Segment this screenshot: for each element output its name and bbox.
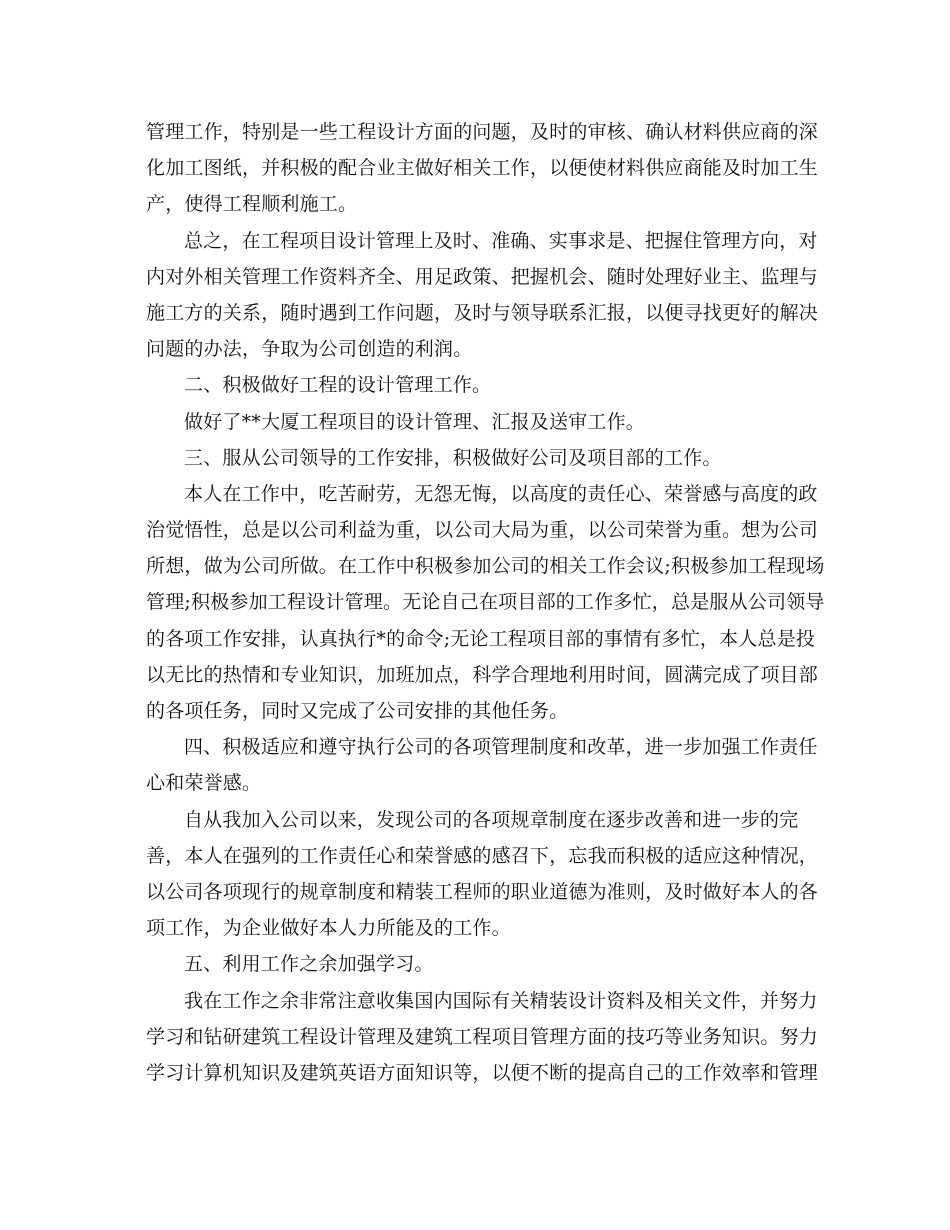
paragraph-start-line: 自从我加入公司以来，发现公司的各项规章制度在逐步改善和进一步的完 xyxy=(184,808,799,831)
text-line: 善，本人在强列的工作责任心和荣誉感的感召下，忘我而积极的适应这种情况， xyxy=(146,844,819,867)
text-line: 产，使得工程顺利施工。 xyxy=(146,193,358,216)
section-heading: 五、利用工作之余加强学习。 xyxy=(184,953,434,976)
text-line: 问题的办法，争取为公司创造的利润。 xyxy=(146,338,473,361)
text-line: 学习和钻研建筑工程设计管理及建筑工程项目管理方面的技巧等业务知识。努力 xyxy=(146,1025,819,1048)
paragraph-start-line: 我在工作之余非常注意收集国内国际有关精装设计资料及相关文件，并努力 xyxy=(184,989,818,1012)
section-heading: 二、积极做好工程的设计管理工作。 xyxy=(184,374,492,397)
text-line: 学习计算机知识及建筑英语方面知识等，以便不断的提高自己的工作效率和管理 xyxy=(146,1061,819,1084)
document-page xyxy=(146,114,825,1091)
text-line: 以无比的热情和专业知识，加班加点，科学合理地利用时间，圆满完成了项目部 xyxy=(146,663,819,686)
text-line: 管理;积极参加工程设计管理。无论自己在项目部的工作多忙，总是服从公司领导 xyxy=(146,591,825,614)
paragraph-start-line: 总之，在工程项目设计管理上及时、准确、实事求是、把握住管理方向，对 xyxy=(184,229,818,252)
section-heading: 四、积极适应和遵守执行公司的各项管理制度和改革，进一步加强工作责任 xyxy=(184,736,818,759)
text-line: 施工方的关系，随时遇到工作问题，及时与领导联系汇报，以便寻找更好的解决 xyxy=(146,301,819,324)
text-line: 心和荣誉感。 xyxy=(146,772,262,795)
text-line: 的各项任务，同时又完成了公司安排的其他任务。 xyxy=(146,700,569,722)
text-line: 内对外相关管理工作资料齐全、用足政策、把握机会、随时处理好业主、监理与 xyxy=(146,265,819,288)
text-line: 管理工作，特别是一些工程设计方面的问题，及时的审核、确认材料供应商的深 xyxy=(146,121,819,143)
section-heading: 三、服从公司领导的工作安排，积极做好公司及项目部的工作。 xyxy=(184,446,722,469)
text-line: 治觉悟性，总是以公司利益为重，以公司大局为重，以公司荣誉为重。想为公司 xyxy=(146,519,819,542)
paragraph-start-line: 本人在工作中，吃苦耐劳，无怨无悔，以高度的责任心、荣誉感与高度的政 xyxy=(184,482,818,505)
paragraph-start-line: 做好了**大厦工程项目的设计管理、汇报及送审工作。 xyxy=(184,410,646,433)
text-line: 化加工图纸，并积极的配合业主做好相关工作，以便使材料供应商能及时加工生 xyxy=(146,157,819,180)
text-line: 所想，做为公司所做。在工作中积极参加公司的相关工作会议;积极参加工程现场 xyxy=(146,555,825,578)
text-line: 以公司各项现行的规章制度和精装工程师的职业道德为准则，及时做好本人的各 xyxy=(146,880,819,903)
text-line: 项工作，为企业做好本人力所能及的工作。 xyxy=(146,917,511,940)
text-line: 的各项工作安排，认真执行*的命令;无论工程项目部的事情有多忙，本人总是投 xyxy=(146,627,816,650)
